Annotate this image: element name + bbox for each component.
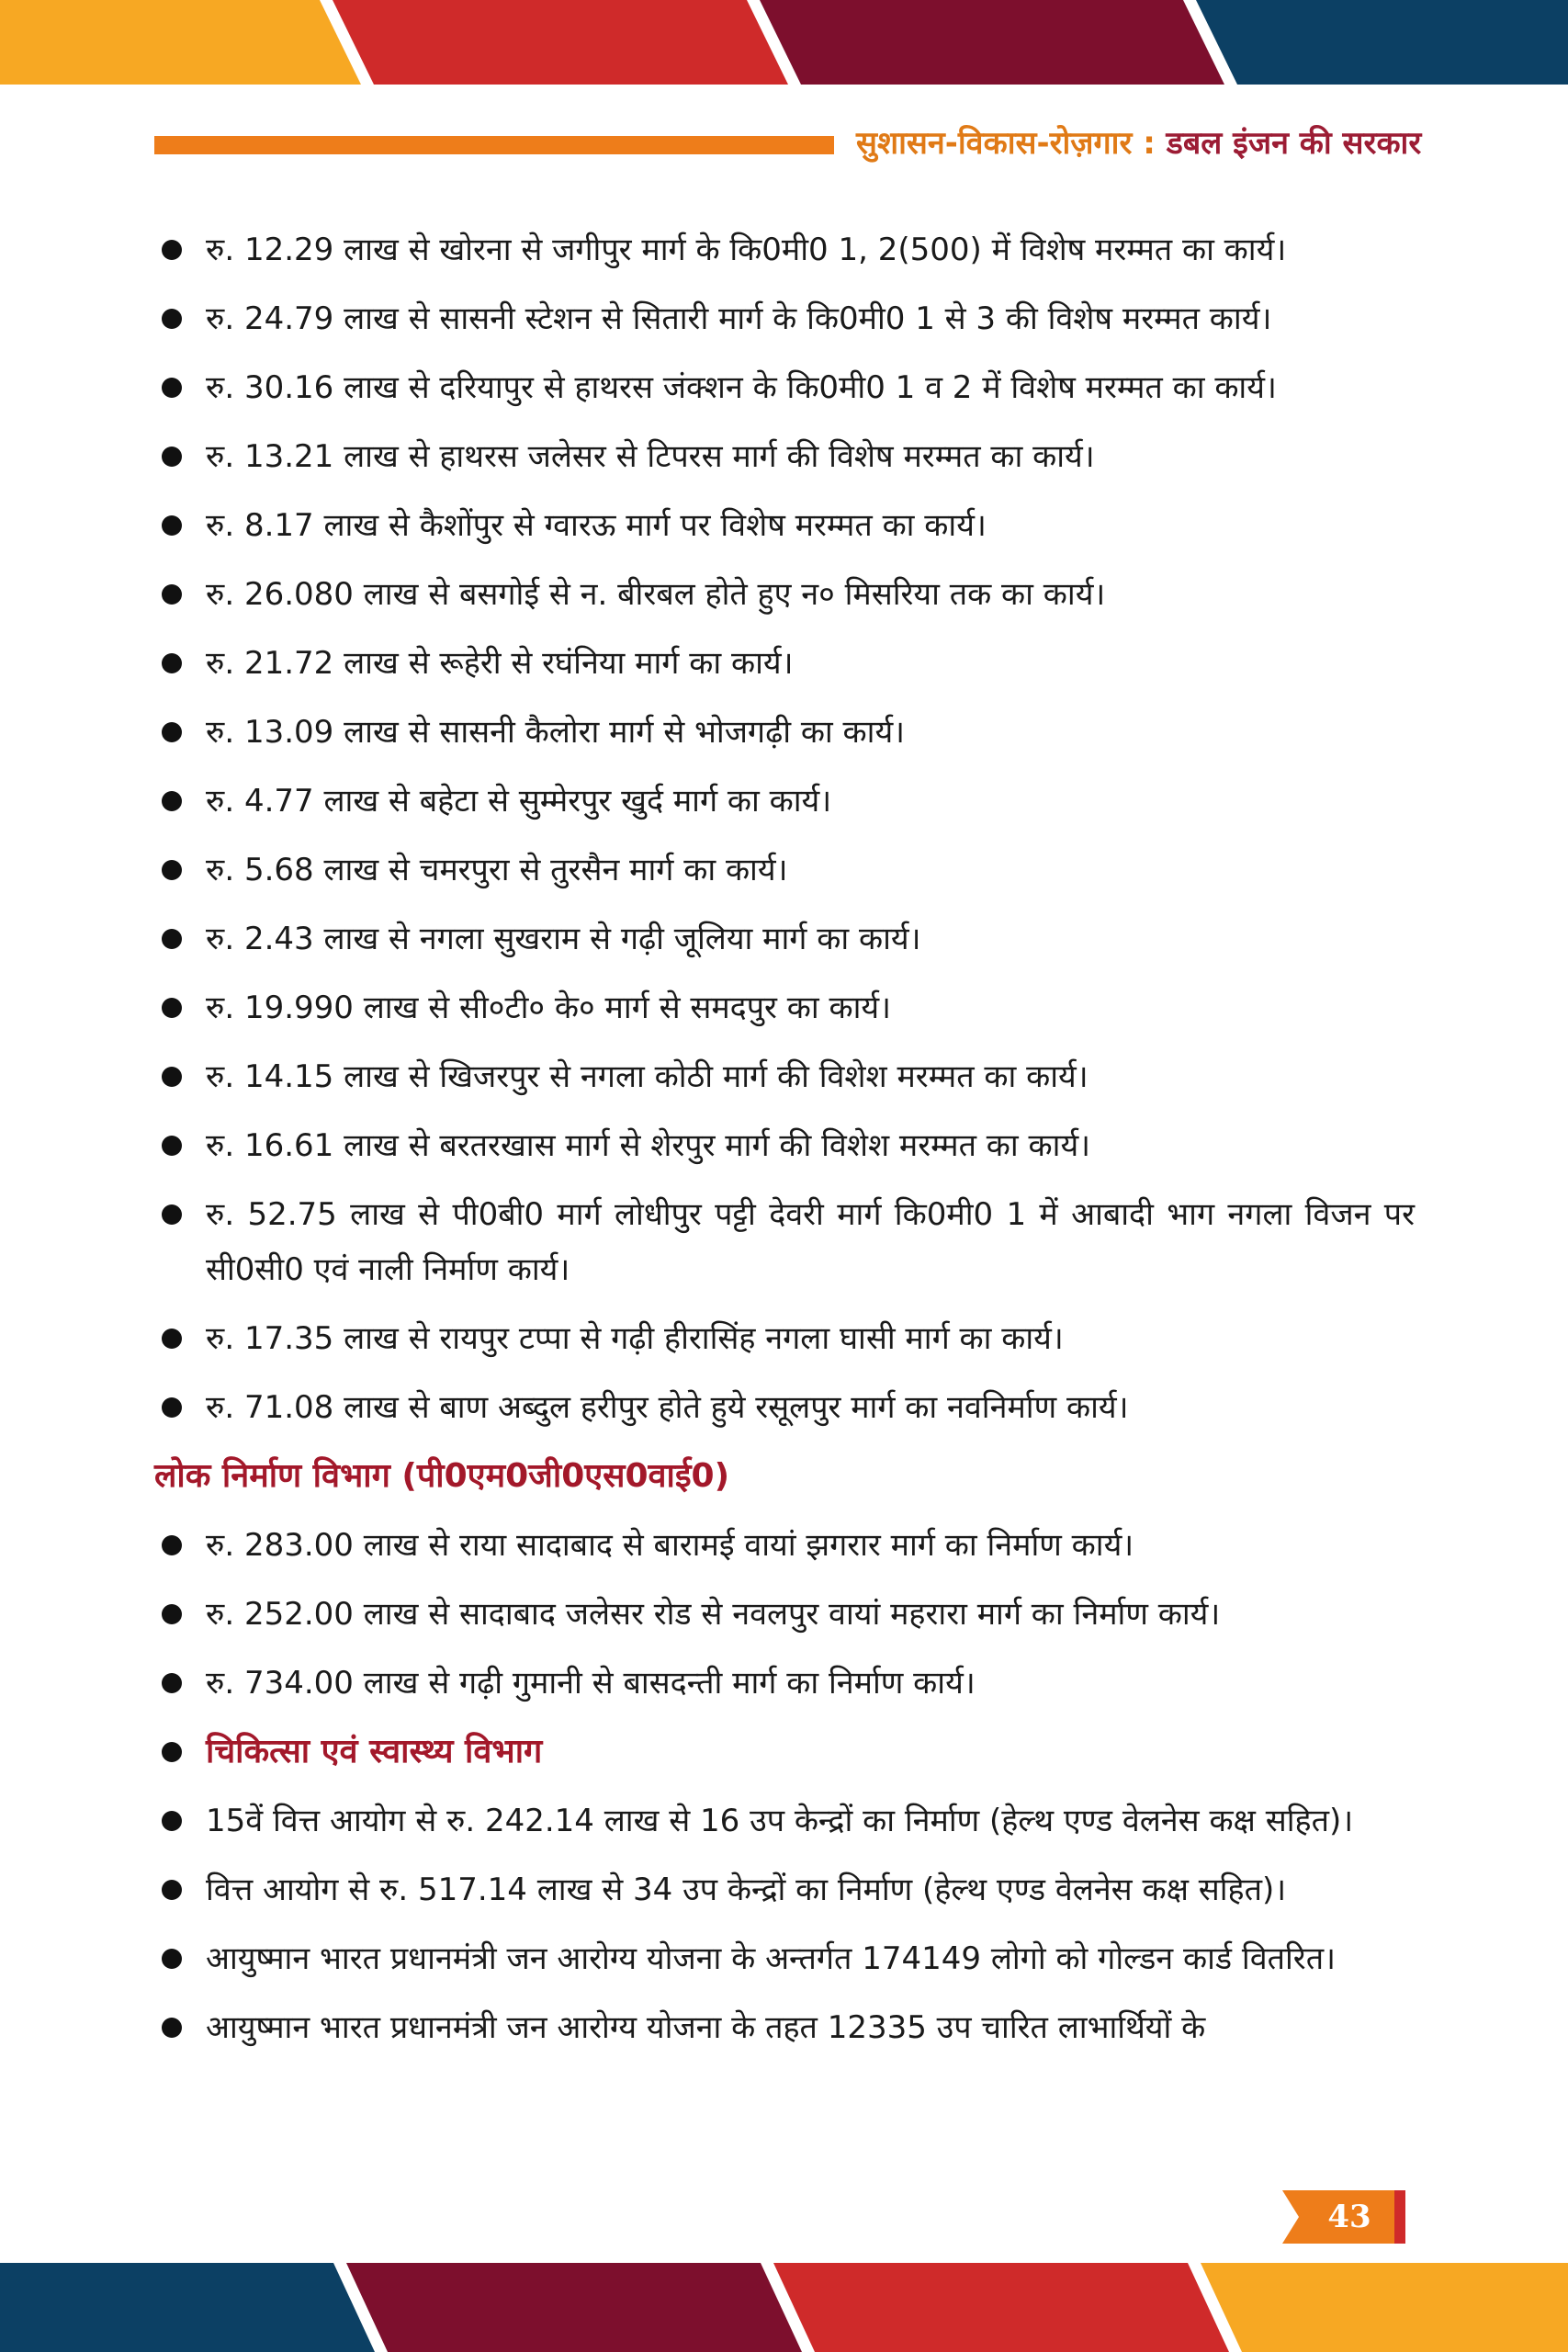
section-heading-health: चिकित्सा एवं स्वास्थ्य विभाग	[154, 1724, 1415, 1780]
bullet-icon	[162, 447, 182, 467]
bullet-icon	[162, 2018, 182, 2038]
bullet-icon	[162, 1880, 182, 1900]
bullet-icon	[162, 240, 182, 260]
list-item: रु. 4.77 लाख से बहेटा से सुम्मेरपुर खुर्द मार्ग का कार्य।	[154, 774, 1415, 829]
list-item: वित्त आयोग से रु. 517.14 लाख से 34 उप केन्द्रों का निर्माण (हेल्थ एण्ड वेलनेस कक्ष सहित)।	[154, 1862, 1415, 1917]
bullet-icon	[162, 1535, 182, 1555]
list-item: आयुष्मान भारत प्रधानमंत्री जन आरोग्य योजना के तहत 12335 उप चारित लाभार्थियों के	[154, 2000, 1415, 2055]
bullet-icon	[162, 1673, 182, 1693]
bullet-icon	[162, 1949, 182, 1969]
running-header	[856, 123, 1422, 164]
list-item: 15वें वित्त आयोग से रु. 242.14 लाख से 16 उप केन्द्रों का निर्माण (हेल्थ एण्ड वेलनेस कक्ष सहित)।	[154, 1793, 1415, 1849]
list-item: आयुष्मान भारत प्रधानमंत्री जन आरोग्य योजना के अन्तर्गत 174149 लोगो को गोल्डन कार्ड वितरित।	[154, 1931, 1415, 1986]
bullet-icon	[162, 929, 182, 949]
bullet-icon	[162, 378, 182, 398]
header-title-part1: सुशासन-विकास-रोज़गार :	[856, 125, 1167, 162]
header-rule	[154, 136, 834, 154]
list-item: रु. 252.00 लाख से सादाबाद जलेसर रोड से नवलपुर वायां महरारा मार्ग का निर्माण कार्य।	[154, 1587, 1415, 1642]
header-title-part2: डबल इंजन की सरकार	[1166, 125, 1422, 162]
list-item: रु. 30.16 लाख से दरियापुर से हाथरस जंक्शन के कि0मी0 1 व 2 में विशेष मरम्मत का कार्य।	[154, 360, 1415, 415]
list-item: रु. 13.09 लाख से सासनी कैलोरा मार्ग से भोजगढ़ी का कार्य।	[154, 705, 1415, 760]
bullet-icon	[162, 1604, 182, 1624]
bullet-icon	[162, 722, 182, 742]
bullet-icon	[162, 1204, 182, 1225]
list-item: रु. 8.17 लाख से कैशोंपुर से ग्वारऊ मार्ग पर विशेष मरम्मत का कार्य।	[154, 498, 1415, 553]
list-item: रु. 13.21 लाख से हाथरस जलेसर से टिपरस मार्ग की विशेष मरम्मत का कार्य।	[154, 429, 1415, 484]
top-decorative-band	[0, 0, 1568, 85]
bullet-icon	[162, 584, 182, 605]
list-item: रु. 5.68 लाख से चमरपुरा से तुरसैन मार्ग का कार्य।	[154, 842, 1415, 898]
page-number-tab	[1282, 2190, 1409, 2244]
bullet-icon	[162, 860, 182, 880]
list-item: रु. 16.61 लाख से बरतरखास मार्ग से शेरपुर मार्ग की विशेश मरम्मत का कार्य।	[154, 1118, 1415, 1173]
bullet-icon	[162, 309, 182, 329]
list-item: रु. 283.00 लाख से राया सादाबाद से बारामई वायां झगरार मार्ग का निर्माण कार्य।	[154, 1518, 1415, 1573]
bullet-icon	[162, 1067, 182, 1087]
list-item: रु. 734.00 लाख से गढ़ी गुमानी से बासदन्ती मार्ग का निर्माण कार्य।	[154, 1656, 1415, 1711]
list-item: रु. 12.29 लाख से खोरना से जगीपुर मार्ग के कि0मी0 1, 2(500) में विशेष मरम्मत का कार्य।	[154, 222, 1415, 277]
bullet-icon	[162, 515, 182, 536]
bullet-icon	[162, 998, 182, 1018]
list-item: रु. 26.080 लाख से बसगोई से न. बीरबल होते हुए न० मिसरिया तक का कार्य।	[154, 567, 1415, 622]
bottom-decorative-band	[0, 2263, 1568, 2352]
list-item: रु. 21.72 लाख से रूहेरी से रघंनिया मार्ग का कार्य।	[154, 636, 1415, 691]
bullet-icon	[162, 1742, 182, 1762]
bullet-icon	[162, 1136, 182, 1156]
list-item: रु. 19.990 लाख से सी०टी० के० मार्ग से समदपुर का कार्य।	[154, 980, 1415, 1035]
page-content	[154, 222, 1415, 2069]
bullet-icon	[162, 653, 182, 673]
bullet-icon	[162, 1397, 182, 1418]
bullet-icon	[162, 791, 182, 811]
bullet-icon	[162, 1811, 182, 1831]
page-number: 43	[1327, 2199, 1371, 2235]
list-item: रु. 52.75 लाख से पी0बी0 मार्ग लोधीपुर पट्टी देवरी मार्ग कि0मी0 1 में आबादी भाग नगला विजन पर सी0सी0 एवं नाली निर्माण कार्य।	[154, 1187, 1415, 1297]
bullet-icon	[162, 1329, 182, 1349]
list-item: रु. 24.79 लाख से सासनी स्टेशन से सितारी मार्ग के कि0मी0 1 से 3 की विशेष मरम्मत कार्य।	[154, 291, 1415, 346]
list-item: रु. 14.15 लाख से खिजरपुर से नगला कोठी मार्ग की विशेश मरम्मत का कार्य।	[154, 1049, 1415, 1104]
list-item: रु. 71.08 लाख से बाण अब्दुल हरीपुर होते हुये रसूलपुर मार्ग का नवनिर्माण कार्य।	[154, 1380, 1415, 1435]
list-item: रु. 17.35 लाख से रायपुर टप्पा से गढ़ी हीरासिंह नगला घासी मार्ग का कार्य।	[154, 1311, 1415, 1366]
list-item: रु. 2.43 लाख से नगला सुखराम से गढ़ी जूलिया मार्ग का कार्य।	[154, 911, 1415, 967]
section-heading-pmgsy: लोक निर्माण विभाग (पी0एम0जी0एस0वाई0)	[154, 1457, 730, 1495]
